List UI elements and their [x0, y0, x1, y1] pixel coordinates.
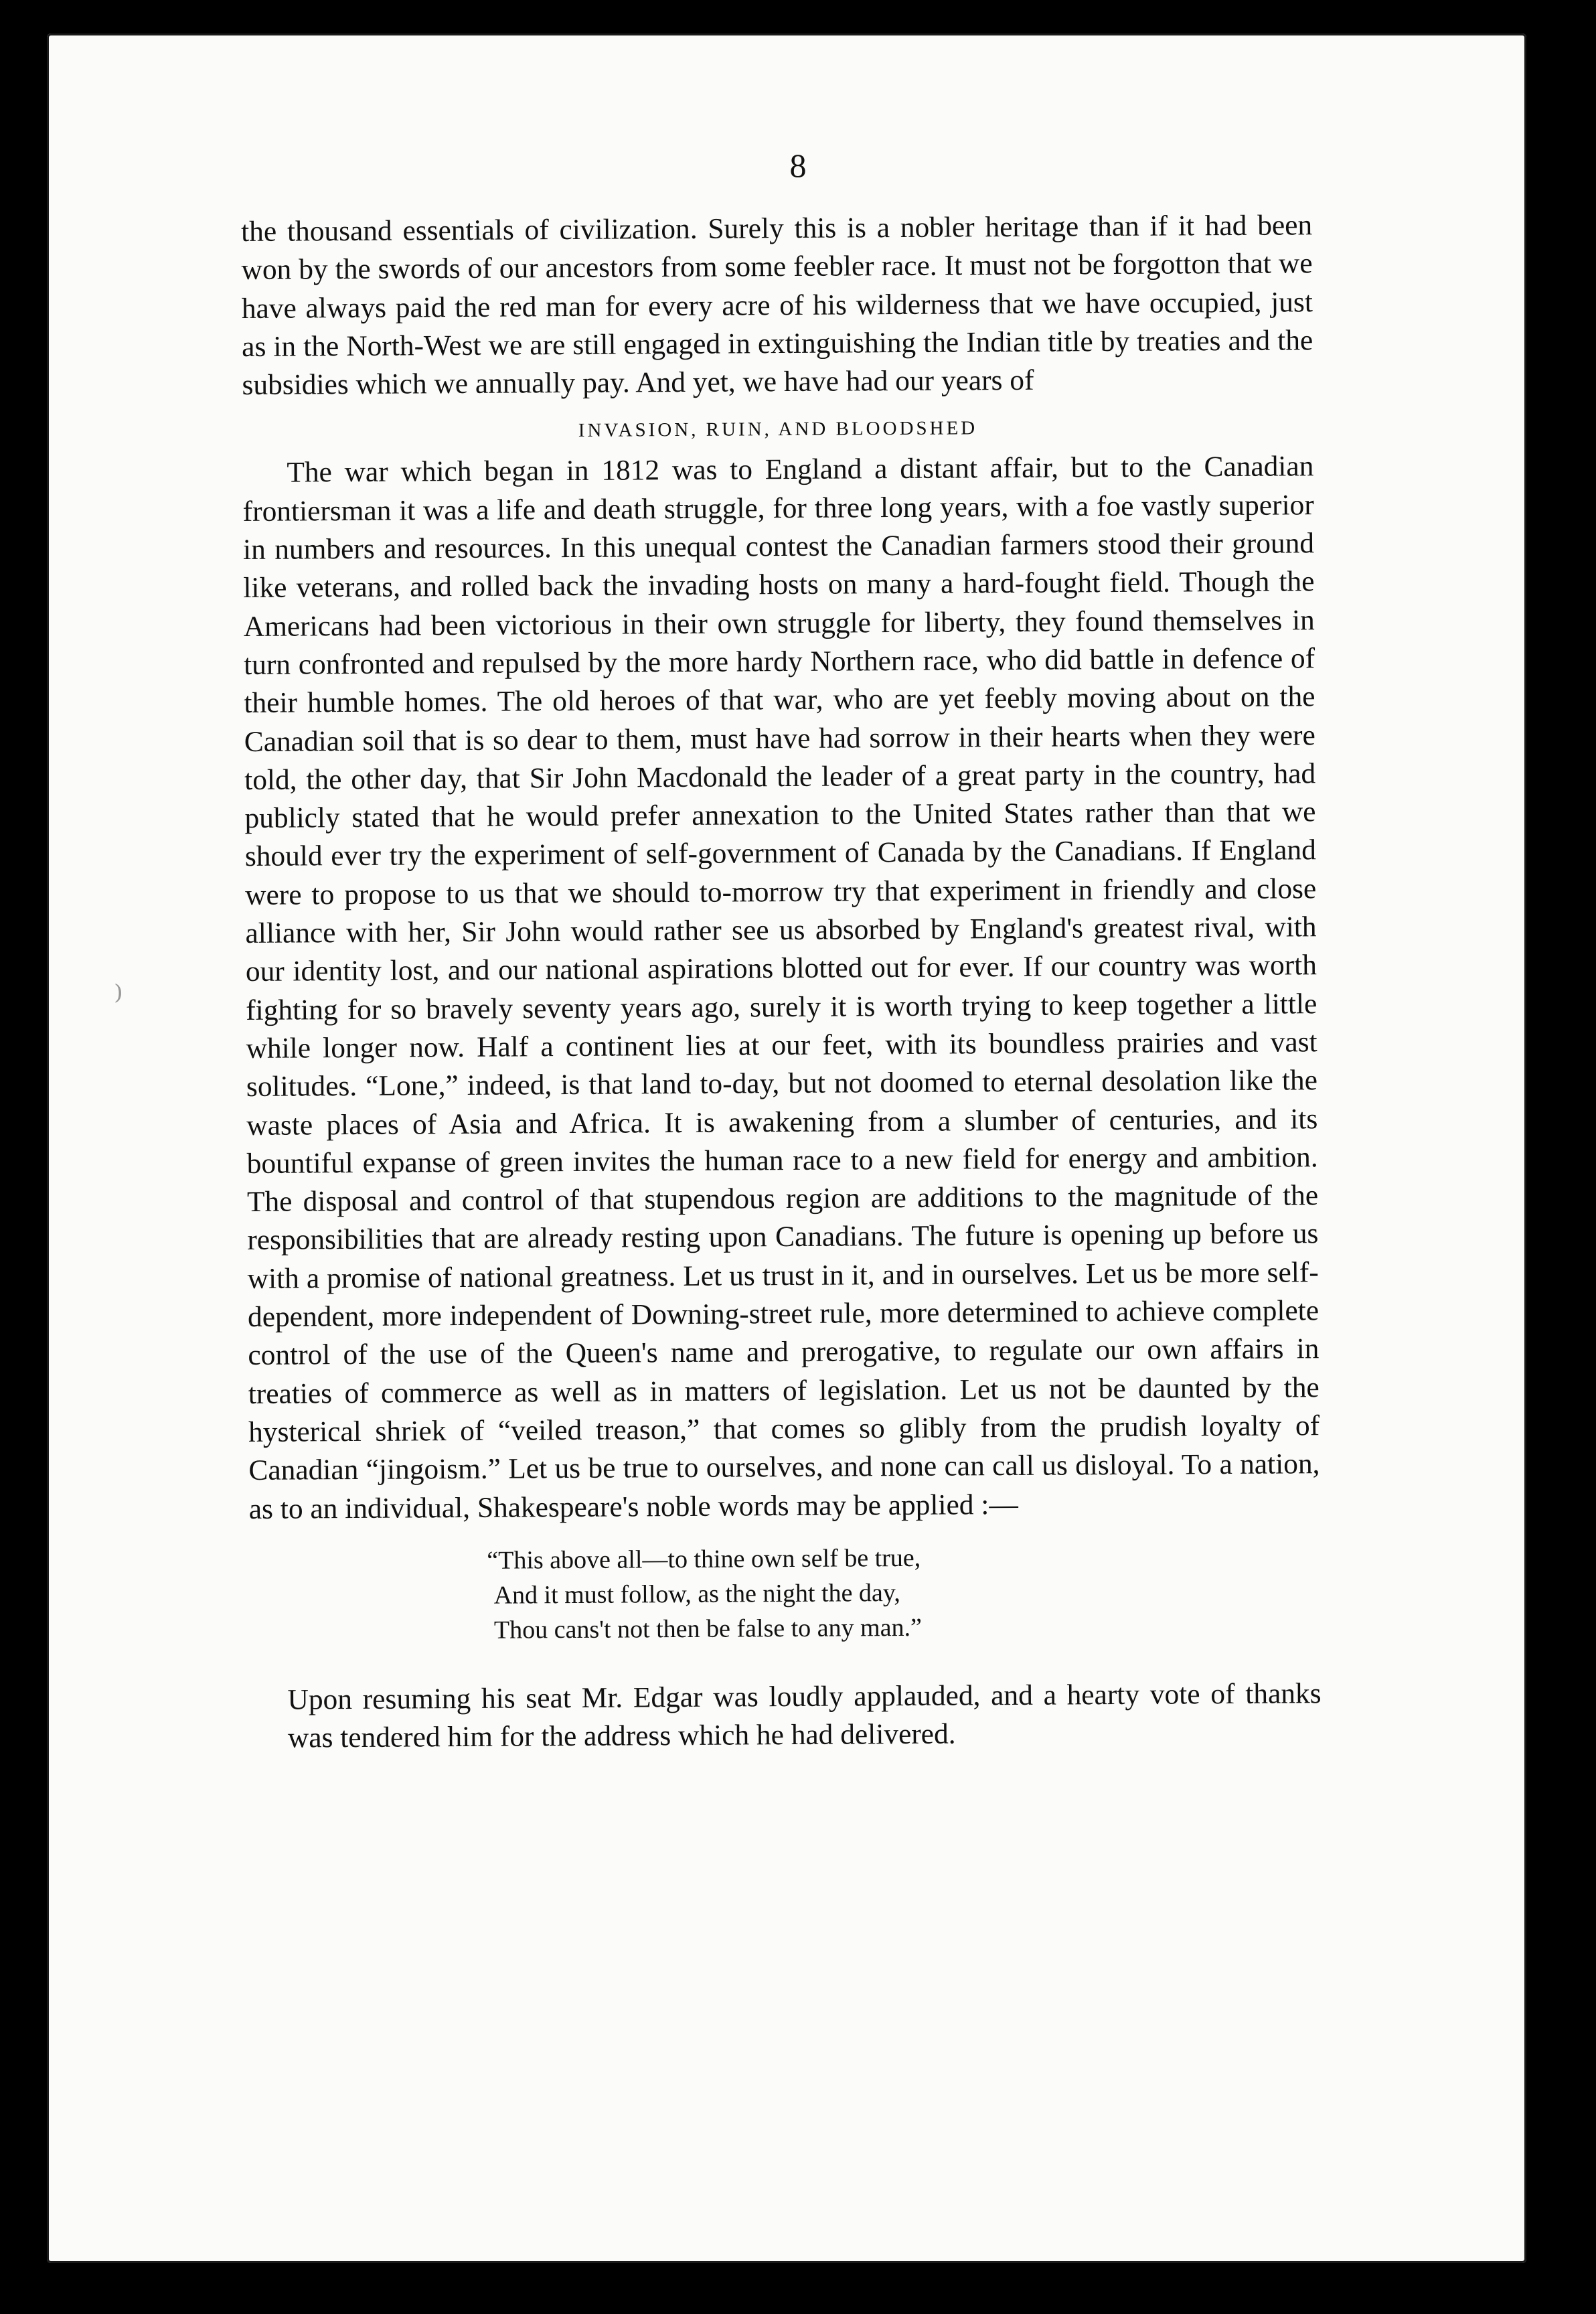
shakespeare-quote — [487, 1538, 1321, 1648]
paragraph-1: the thousand essentials of civilization. Surely this is a nobler heritage than if it had been won by the swords of our ancestors from some feebler race. It must not be forgotton that we have always paid the red man for every acre of his wilderness that we have occupied, just as in the North-West we are still engaged in extinguishing the Indian title by treaties and the subsidies which we annually pay. And yet, we have had our years of — [241, 209, 1313, 402]
section-heading: INVASION, RUIN, AND BLOODSHED — [578, 417, 978, 442]
quote-line: And it must follow, as the night the day, — [493, 1578, 900, 1610]
closing-paragraph: Upon resuming his seat Mr. Edgar was loudly applauded, and a hearty vote of thanks was tendered him for the address which he had delivered. — [287, 1677, 1322, 1754]
page-number: 8 — [789, 147, 807, 184]
body-text — [241, 206, 1322, 1758]
margin-mark: ⁾ — [114, 979, 123, 1020]
quote-line: Thou cans't not then be false to any man.” — [493, 1613, 922, 1644]
quote-line: “This above all—to thine own self be true, — [487, 1543, 921, 1575]
paragraph-2: The war which began in 1812 was to England a distant affair, but to the Canadian frontiersman it was a life and death struggle, for three long years, with a foe vastly superior in numbers and resources. In this unequal contest the Canadian farmers stood their ground like veterans, and rolled back the invading hosts on many a hard-fought field. Though the Americans had been victorious in their own struggle for liberty, they found themselves in turn confronted and repulsed by the more hardy Northern race, who did battle in defence of their humble homes. The old heroes of that war, who are yet feebly moving about on the Canadian soil that is so dear to them, must have had sorrow in their hearts when they were told, the other day, that Sir John Macdonald the leader of a great party in the country, had publicly stated that he would prefer annexation to the United States rather than that we should ever try the experiment of self-government of Canada by the Canadians. If England were to propose to us that we should to-morrow try that experiment in friendly and close alliance with her, Sir John would rather see us absorbed by England's greatest rival, with our identity lost, and our national aspirations blotted out for ever. If our country was worth fighting for so bravely seventy years ago, surely it is worth trying to keep together a little while longer now. Half a continent lies at our feet, with its boundless prairies and vast solitudes. “Lone,” indeed, is that land to-day, but not doomed to eternal desolation like the waste places of Asia and Africa. It is awakening from a slumber of centuries, and its bountiful expanse of green invites the human race to a new field for energy and ambition. The disposal and control of that stupendous region are additions to the magnitude of the responsibilities that are already resting upon Canadians. The future is opening up before us with a promise of national greatness. Let us trust in it, and in ourselves. Let us be more self-dependent, more independent of Downing-street rule, more determined to achieve complete control of the use of the Queen's name and prerogative, to regulate our own affairs in treaties of commerce as well as in matters of legislation. Let us not be daunted by the hysterical shriek of “veiled treason,” that comes so glibly from the prudish loyalty of Canadian “jingoism.” Let us be true to ourselves, and none can call us disloyal. To a nation, as to an individual, Shakespeare's noble words may be applied :— — [242, 450, 1320, 1525]
